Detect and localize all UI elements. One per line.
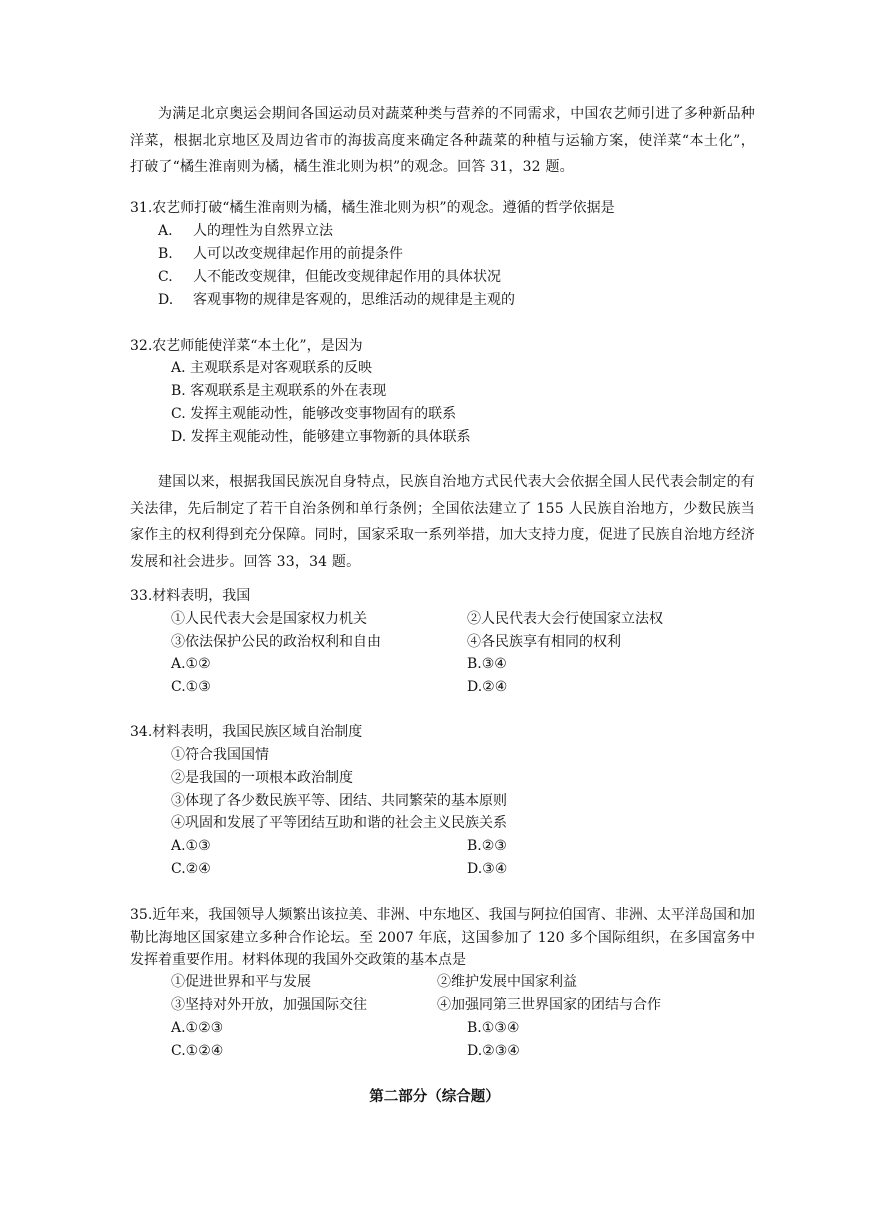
intro-passage-2: 建国以来，根据我国民族况自身特点，民族自治地方式民代表大会依据全国人民代表会制定的有关法律，先后制定了若干自治条例和单行条例；全国依法建立了 155 人民族自治地方，少数民族当家作主的权利得到充分保障。同时，国家采取一系列举措，加大支持力度，促进了民族自治地方经济发展和社会进步。回答 33，34 题。 (130, 474, 755, 570)
q35-stem: 35.近年来，我国领导人频繁出该拉美、非洲、中东地区、我国与阿拉伯国宵、非洲、太平洋岛国和加勒比海地区国家建立多种合作论坛。至 2007 年底，这国参加了 120 多个国际组织，在多国富务中发挥着重要作用。材料体现的我国外交政策的基本点是 (130, 907, 755, 968)
q33-item-1: ①人民代表大会是国家权力机关 (171, 611, 367, 627)
q31-option-b-text: 人可以改变规律起作用的前提条件 (193, 246, 403, 262)
q35-item-3: ③坚持对外开放，加强国际交往 (171, 997, 367, 1013)
q34-item-1: ①符合我国国情 (171, 747, 269, 763)
q35-choice-c: C.①②④ (171, 1043, 224, 1059)
q33-item-3: ③依法保护公民的政治权利和自由 (171, 634, 381, 650)
q32-option-b: B. 客观联系是主观联系的外在表现 (171, 383, 387, 399)
q35-choice-a: A.①②③ (171, 1020, 224, 1036)
q34-item-2: ②是我国的一项根本政治制度 (171, 770, 353, 786)
q31-option-c-text: 人不能改变规律，但能改变规律起作用的具体状况 (193, 269, 501, 285)
q34-stem: 34.材料表明，我国民族区域自治制度 (130, 724, 363, 740)
q32-option-c: C. 发挥主观能动性，能够改变事物固有的联系 (171, 406, 457, 422)
section-heading: 第二部分（综合题） (369, 1088, 500, 1105)
q34-item-4: ④巩固和发展了平等团结互助和谐的社会主义民族关系 (171, 815, 507, 831)
q33-choice-d: D.②④ (467, 679, 508, 695)
q33-item-2: ②人民代表大会行使国家立法权 (467, 611, 663, 627)
q31-option-a-letter: A. (158, 223, 173, 239)
q35-item-1: ①促进世界和平与发展 (171, 974, 311, 990)
q31-stem: 31.农艺师打破“橘生淮南则为橘，橘生淮北则为枳”的观念。遵循的哲学依据是 (130, 200, 615, 216)
q33-choice-c: C.①③ (171, 679, 211, 695)
q35-item-2: ②维护发展中国家利益 (437, 974, 577, 990)
q33-choice-b: B.③④ (467, 656, 507, 672)
q31-option-b-letter: B. (158, 246, 173, 262)
q34-choice-b: B.②③ (467, 838, 507, 854)
q31-option-d-text: 客观事物的规律是客观的，思维活动的规律是主观的 (193, 292, 515, 308)
q34-choice-a: A.①③ (171, 838, 211, 854)
q31-option-c-letter: C. (158, 269, 173, 285)
q35-choice-b: B.①③④ (467, 1020, 520, 1036)
q33-item-4: ④各民族享有相同的权利 (467, 634, 621, 650)
q34-choice-c: C.②④ (171, 861, 211, 877)
q35-item-4: ④加强同第三世界国家的团结与合作 (437, 997, 661, 1013)
q34-choice-d: D.③④ (467, 861, 508, 877)
q32-stem: 32.农艺师能使洋菜“本土化”，是因为 (130, 338, 363, 354)
intro-passage-1: 为满足北京奥运会期间各国运动员对蔬菜种类与营养的不同需求，中国农艺师引进了多种新品种洋菜，根据北京地区及周边省市的海拔高度来确定各种蔬菜的种植与运输方案，使洋菜“本土化”，打破了“橘生淮南则为橘，橘生淮北则为枳”的观念。回答 31，32 题。 (130, 106, 755, 175)
q33-choice-a: A.①② (171, 656, 211, 672)
q31-option-d-letter: D. (158, 292, 174, 308)
q34-item-3: ③体现了各少数民族平等、团结、共同繁荣的基本原则 (171, 793, 507, 809)
q32-option-a: A. 主观联系是对客观联系的反映 (171, 360, 373, 376)
q32-option-d: D. 发挥主观能动性，能够建立事物新的具体联系 (171, 429, 471, 445)
q33-stem: 33.材料表明，我国 (130, 588, 251, 604)
q31-option-a-text: 人的理性为自然界立法 (193, 223, 333, 239)
q35-choice-d: D.②③④ (467, 1043, 520, 1059)
